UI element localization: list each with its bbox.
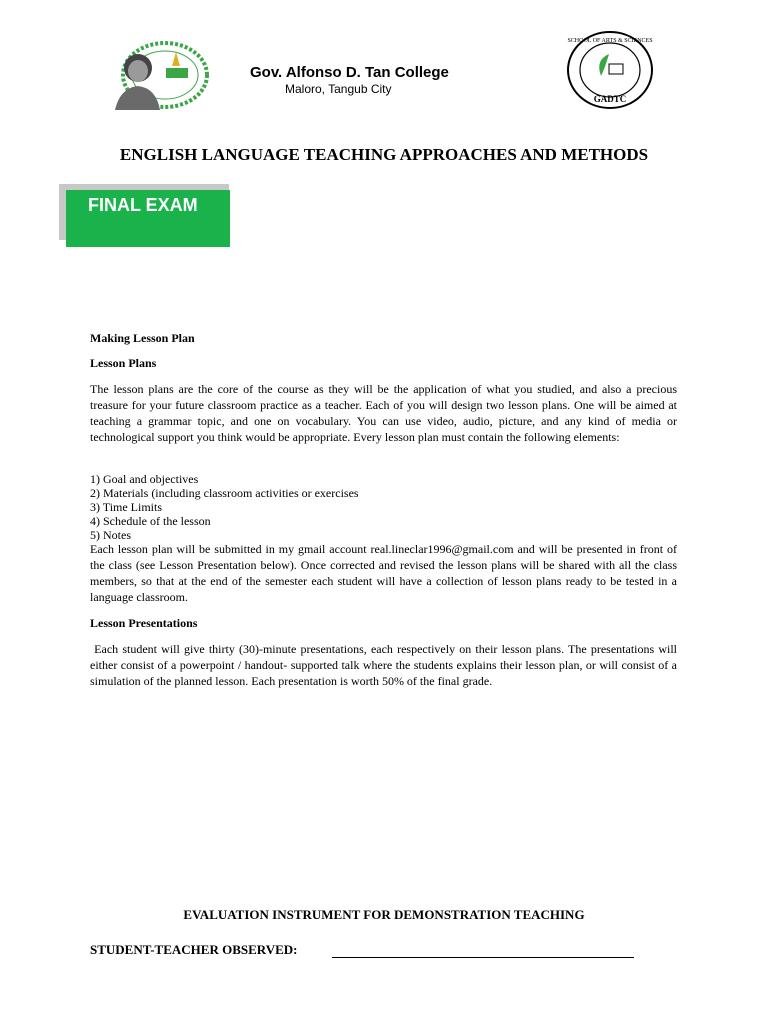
- seal-book: [609, 64, 623, 74]
- school-seal-logo: [565, 30, 655, 110]
- observed-label: STUDENT-TEACHER OBSERVED:: [90, 942, 298, 957]
- course-title: ENGLISH LANGUAGE TEACHING APPROACHES AND METHODS: [119, 145, 649, 164]
- paragraph-lesson-plans: The lesson plans are the core of the course as they will be the application of what you studied, and also a precious treasure for your future classroom practice as a teacher. Each of you will design two lesson plans. One will be aimed at teaching a grammar topic, and one on vocabulary. You can use video, audio, picture, and any kind of media or technological support you think would be appropriate. Every lesson plan must contain the following elements:: [90, 382, 677, 444]
- logo-book: [166, 68, 188, 78]
- paragraph-presentations: Each student will give thirty (30)-minute presentations, each respectively on their lesson plans. The presentations will either consist of a powerpoint / handout- supported talk where the students explains their lesson plan, or will consist of a simulation of the planned lesson. Each presentation is worth 50% of the final grade.: [90, 642, 677, 688]
- seal-top-text: SCHOOL OF ARTS & SCIENCES: [567, 38, 653, 44]
- college-address: Maloro, Tangub City: [285, 82, 392, 96]
- logo-torch: [172, 52, 180, 66]
- evaluation-title: EVALUATION INSTRUMENT FOR DEMONSTRATION TEACHING: [183, 907, 585, 922]
- college-logo-left: [110, 40, 210, 110]
- heading-making-lesson-plan: Making Lesson Plan: [90, 331, 195, 345]
- list-item: 5) Notes: [90, 528, 131, 542]
- list-item: 2) Materials (including classroom activities or exercises: [90, 486, 359, 500]
- paragraph-submission: Each lesson plan will be submitted in my gmail account real.lineclar1996@gmail.com and will be presented in front of the class (see Lesson Presentation below). Once corrected and revised the lesson plans will be shared with all the class members, so that at the end of the semester each student will have a collection of lesson plans ready to be tested in a language classroom.: [90, 542, 677, 604]
- list-item: 3) Time Limits: [90, 500, 163, 514]
- list-item: 1) Goal and objectives: [90, 472, 199, 486]
- observed-blank-line: [332, 957, 634, 958]
- portrait-face: [128, 60, 148, 82]
- seal-abbrev: GADTC: [593, 94, 627, 104]
- elements-list: [90, 472, 677, 542]
- seal-inner-ring: [580, 43, 640, 97]
- heading-lesson-plans: Lesson Plans: [90, 356, 157, 370]
- exam-label: FINAL EXAM: [88, 195, 198, 215]
- heading-lesson-presentations: Lesson Presentations: [90, 616, 198, 630]
- college-name: Gov. Alfonso D. Tan College: [250, 64, 449, 81]
- seal-leaf: [599, 54, 609, 76]
- portrait-body: [115, 86, 160, 110]
- list-item: 4) Schedule of the lesson: [90, 514, 211, 528]
